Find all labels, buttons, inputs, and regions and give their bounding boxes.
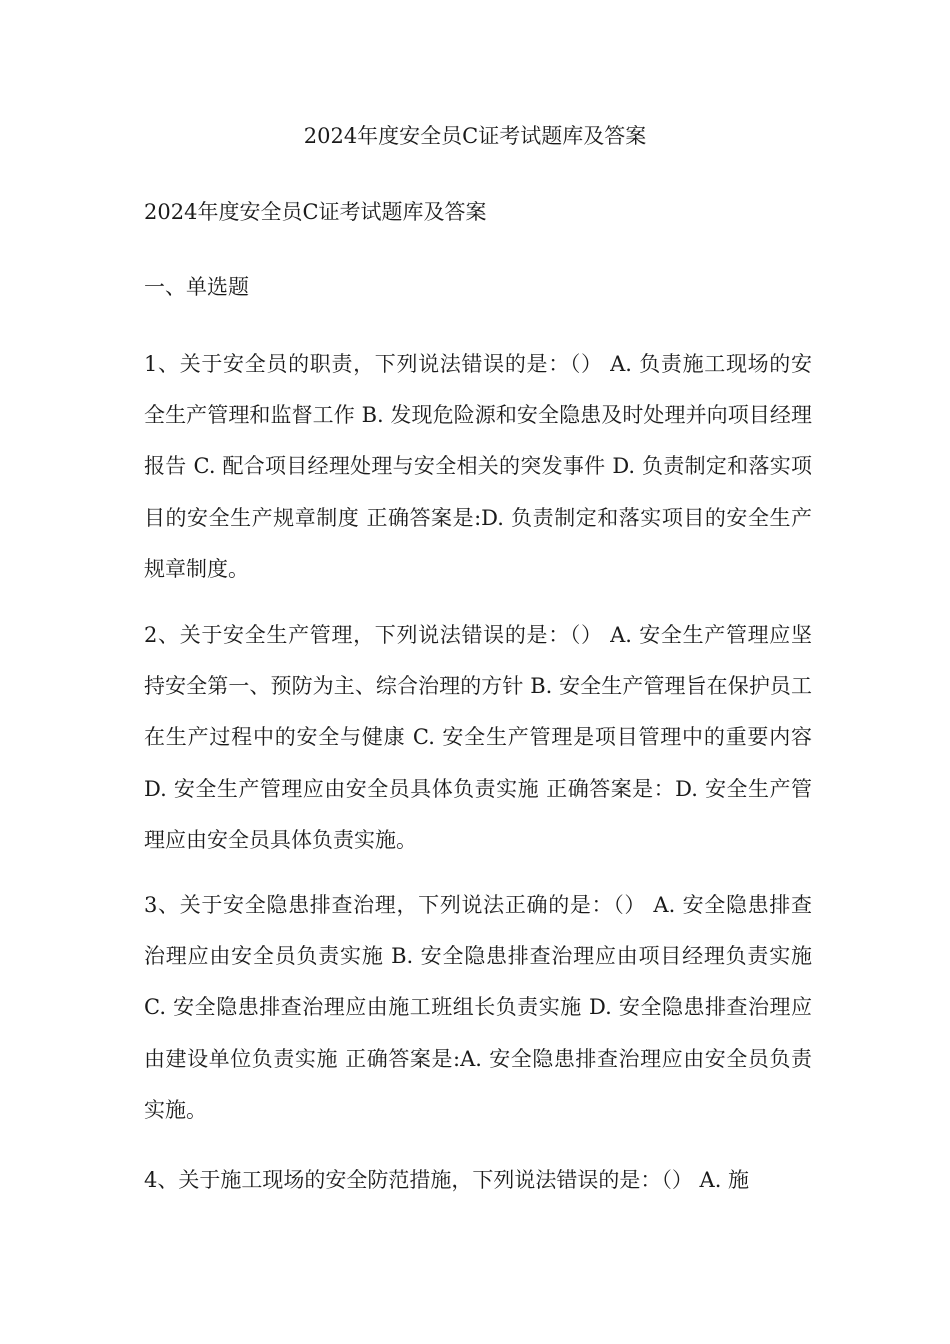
question-text: 4、关于施工现场的安全防范措施，下列说法错误的是：（） A. 施	[144, 1168, 750, 1192]
question-text: 1、关于安全员的职责，下列说法错误的是：（） A. 负责施工现场的安全生产管理和监督工作 B. 发现危险源和安全隐患及时处理并向项目经理报告 C. 配合项目经理处理与安全相关的突发事件 D. 负责制定和落实项目的安全生产规章制度 正确答案是:D. 负责制定和落实项目的安全生产规章制度。	[144, 352, 812, 581]
question-1	[144, 339, 812, 595]
question-3	[144, 880, 812, 1136]
section-heading-text: 一、单选题	[144, 275, 249, 299]
question-2	[144, 610, 812, 866]
document-title: 2024年度安全员C证考试题库及答案	[303, 124, 647, 148]
subtitle-text: 2024年度安全员C证考试题库及答案	[144, 200, 487, 224]
question-4	[144, 1155, 812, 1206]
section-heading	[144, 262, 812, 313]
document-subtitle	[144, 187, 812, 238]
question-text: 3、关于安全隐患排查治理，下列说法正确的是：（） A. 安全隐患排查治理应由安全员负责实施 B. 安全隐患排查治理应由项目经理负责实施 C. 安全隐患排查治理应由施工班组长负责实施 D. 安全隐患排查治理应由建设单位负责实施 正确答案是:A. 安全隐患排查治理应由安全员负责实施。	[144, 893, 812, 1122]
question-text: 2、关于安全生产管理，下列说法错误的是：（） A. 安全生产管理应坚持安全第一、预防为主、综合治理的方针 B. 安全生产管理旨在保护员工在生产过程中的安全与健康 C. 安全生产管理是项目管理中的重要内容 D. 安全生产管理应由安全员具体负责实施 正确答案是：D. 安全生产管理应由安全员具体负责实施。	[144, 623, 812, 852]
